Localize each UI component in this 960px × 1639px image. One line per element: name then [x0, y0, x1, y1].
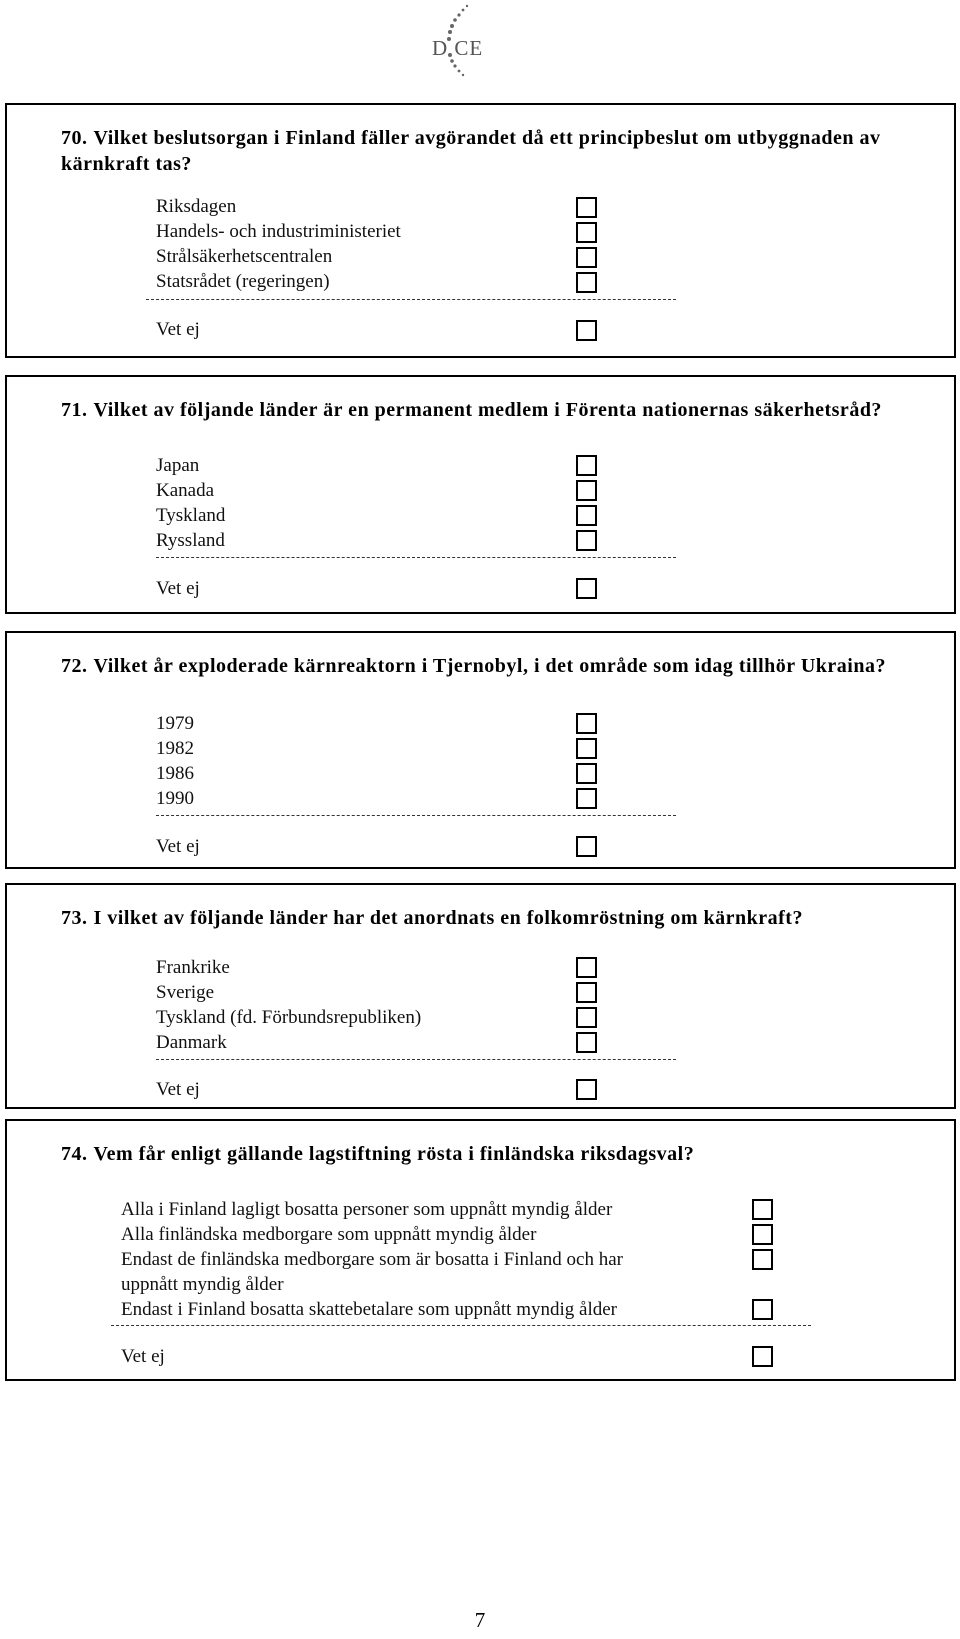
- option-checkbox[interactable]: [576, 763, 597, 784]
- question-text: Vilket beslutsorgan i Finland fäller avgörandet då ett principbeslut om utbyggnaden av kärnkraft tas?: [61, 127, 881, 175]
- option-label: 1979: [156, 713, 194, 734]
- option-label: Japan: [156, 455, 200, 476]
- question-70: [5, 103, 956, 358]
- question-number: 70.: [61, 127, 88, 149]
- page-number: 7: [474, 1608, 486, 1632]
- question-text: Vilket av följande länder är en permanent medlem i Förenta nationernas säkerhetsråd?: [93, 399, 882, 421]
- question-text: Vem får enligt gällande lagstiftning rösta i finländska riksdagsval?: [93, 1143, 695, 1165]
- question-73: [5, 883, 956, 1109]
- question-text: Vilket år exploderade kärnreaktorn i Tjernobyl, i det område som idag tillhör Ukraina?: [93, 655, 886, 677]
- question-title: [61, 653, 894, 679]
- option-label: Tyskland: [156, 505, 226, 526]
- separator-dashed: [156, 557, 676, 558]
- logo-text: D CE: [432, 36, 484, 60]
- option-label: Alla finländska medborgare som uppnått myndig ålder: [121, 1224, 537, 1245]
- option-checkbox[interactable]: [752, 1299, 773, 1320]
- option-checkbox[interactable]: [576, 1032, 597, 1053]
- option-label: 1990: [156, 788, 194, 809]
- dont-know-label: Vet ej: [156, 578, 200, 599]
- separator-dashed: [146, 299, 676, 300]
- question-text: I vilket av följande länder har det anordnats en folkomröstning om kärnkraft?: [93, 907, 803, 929]
- option-checkbox[interactable]: [752, 1224, 773, 1245]
- option-checkbox[interactable]: [576, 530, 597, 551]
- dont-know-checkbox[interactable]: [576, 578, 597, 599]
- question-71: [5, 375, 956, 614]
- option-label: Endast de finländska medborgare som är bosatta i Finland och har: [121, 1249, 623, 1270]
- option-label: Statsrådet (regeringen): [156, 271, 330, 292]
- separator-dashed: [156, 815, 676, 816]
- question-number: 72.: [61, 655, 88, 677]
- option-checkbox[interactable]: [576, 957, 597, 978]
- option-label: Kanada: [156, 480, 215, 501]
- question-74: [5, 1119, 956, 1381]
- dont-know-label: Vet ej: [156, 1079, 200, 1100]
- option-checkbox[interactable]: [576, 197, 597, 218]
- question-title: [61, 125, 894, 177]
- option-checkbox[interactable]: [576, 272, 597, 293]
- dont-know-checkbox[interactable]: [752, 1346, 773, 1367]
- option-checkbox[interactable]: [576, 480, 597, 501]
- separator-dashed: [111, 1325, 811, 1326]
- option-checkbox[interactable]: [752, 1199, 773, 1220]
- question-72: [5, 631, 956, 869]
- option-label: Endast i Finland bosatta skattebetalare som uppnått myndig ålder: [121, 1299, 617, 1320]
- option-checkbox[interactable]: [576, 713, 597, 734]
- dont-know-label: Vet ej: [121, 1346, 165, 1367]
- option-label: Riksdagen: [156, 196, 237, 217]
- option-checkbox[interactable]: [576, 738, 597, 759]
- option-label: 1986: [156, 763, 194, 784]
- option-label: 1982: [156, 738, 194, 759]
- option-label: Alla i Finland lagligt bosatta personer som uppnått myndig ålder: [121, 1199, 613, 1220]
- option-checkbox[interactable]: [576, 1007, 597, 1028]
- option-label: Strålsäkerhetscentralen: [156, 246, 333, 267]
- option-checkbox[interactable]: [752, 1249, 773, 1270]
- option-label: Danmark: [156, 1032, 227, 1053]
- question-title: [61, 1141, 894, 1167]
- dont-know-label: Vet ej: [156, 319, 200, 340]
- question-number: 71.: [61, 399, 88, 421]
- option-label: Tyskland (fd. Förbundsrepubliken): [156, 1007, 422, 1028]
- option-checkbox[interactable]: [576, 222, 597, 243]
- option-checkbox[interactable]: [576, 505, 597, 526]
- question-number: 74.: [61, 1143, 88, 1165]
- question-title: [61, 397, 894, 423]
- option-label: Handels- och industriministeriet: [156, 221, 401, 242]
- dce-logo: [418, 0, 528, 80]
- option-checkbox[interactable]: [576, 788, 597, 809]
- dont-know-checkbox[interactable]: [576, 320, 597, 341]
- separator-dashed: [156, 1059, 676, 1060]
- option-label: Ryssland: [156, 530, 225, 551]
- dont-know-label: Vet ej: [156, 836, 200, 857]
- option-label: Frankrike: [156, 957, 230, 978]
- question-number: 73.: [61, 907, 88, 929]
- option-checkbox[interactable]: [576, 455, 597, 476]
- option-checkbox[interactable]: [576, 247, 597, 268]
- question-title: [61, 905, 894, 931]
- option-label-continued: uppnått myndig ålder: [121, 1274, 284, 1295]
- option-label: Sverige: [156, 982, 215, 1003]
- dont-know-checkbox[interactable]: [576, 1079, 597, 1100]
- dont-know-checkbox[interactable]: [576, 836, 597, 857]
- option-checkbox[interactable]: [576, 982, 597, 1003]
